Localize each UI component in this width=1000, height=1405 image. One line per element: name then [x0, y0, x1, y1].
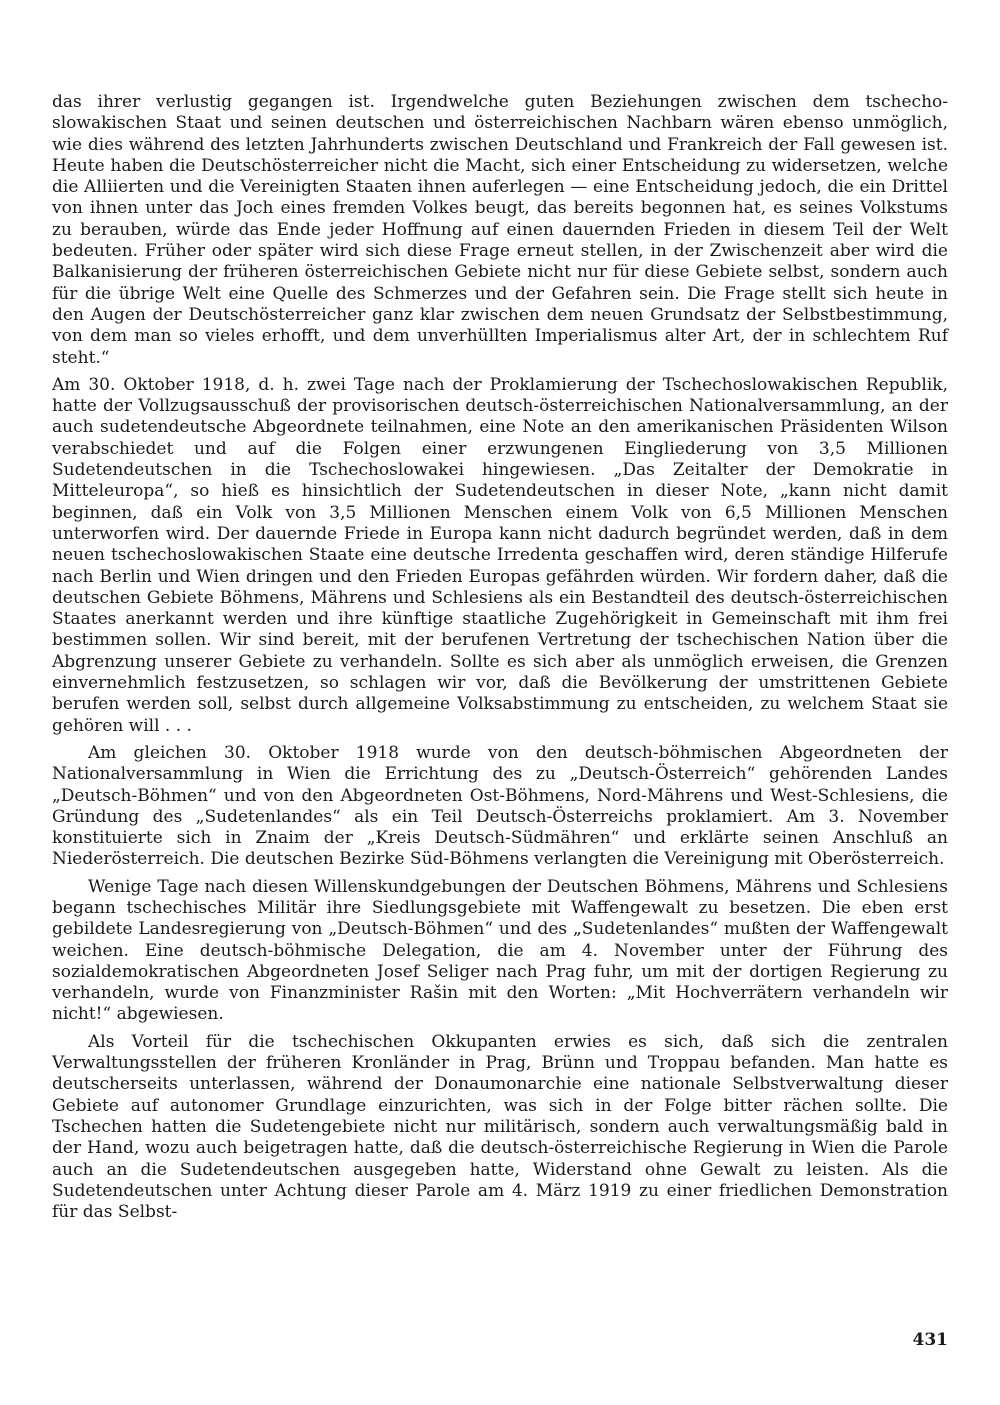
paragraph-military-occupation: Wenige Tage nach diesen Willenskundgebungen der Deutschen Böhmens, Mährens und Schlesiens begann tschechisches Militär ihre Siedlungsgebiete mit Waffengewalt zu besetzen. Die eben erst gebildete Landesregierung von „Deutsch-Böhmen“ und des „Sudetenlandes“ mußten der Waffengewalt weichen. Eine deutsch-böhmische Delegation, die am 4. November unter der Führung des sozialdemokratischen Abgeordneten Josef Seliger nach Prag fuhr, um mit der dortigen Regierung zu verhandeln, wurde von Finanzminister Rašin mit den Worten: „Mit Hochverrätern verhandeln wir nicht!“ abgewiesen. [52, 876, 948, 1025]
page-number: 431 [912, 1330, 948, 1350]
page-body [52, 92, 948, 1223]
paragraph-note-to-wilson: Am 30. Oktober 1918, d. h. zwei Tage nach der Proklamierung der Tschechoslowakischen Republik, hatte der Vollzugsausschuß der provisorischen deutsch-österreichischen Nationalversammlung, an der auch sudetendeutsche Abgeordnete teilnahmen, eine Note an den amerikanischen Präsidenten Wilson verabschiedet und auf die Folgen einer erzwungenen Eingliederung von 3,5 Millionen Sudetendeutschen in die Tschechoslowakei hingewiesen. „Das Zeitalter der Demokratie in Mitteleuropa“, so hieß es hinsichtlich der Sudetendeutschen in dieser Note, „kann nicht damit beginnen, daß ein Volk von 3,5 Millionen Menschen einem Volk von 6,5 Millionen Menschen unterworfen wird. Der dauernde Friede in Europa kann nicht dadurch begründet werden, daß in dem neuen tschechoslowakischen Staate eine deutsche Irredenta geschaffen wird, deren ständige Hilferufe nach Berlin und Wien dringen und den Frieden Europas gefährden würden. Wir fordern daher, daß die deutschen Gebiete Böhmens, Mährens und Schlesiens als ein Bestandteil des deutsch-österreichischen Staates anerkannt werden und ihre künftige staatliche Zugehörigkeit in Gemeinschaft mit ihm frei bestimmen sollen. Wir sind bereit, mit der berufenen Vertretung der tschechischen Nation über die Abgrenzung unserer Gebiete zu verhandeln. Sollte es sich aber als unmöglich erweisen, die Grenzen einvernehmlich festzusetzen, so schlagen wir vor, daß die Bevölkerung der umstrittenen Gebiete berufen werden soll, selbst durch allgemeine Volksabstimmung zu entscheiden, zu welchem Staat sie gehören will . . . [52, 374, 948, 736]
paragraph-quote-continuation: das ihrer verlustig gegangen ist. Irgendwelche guten Beziehungen zwischen dem tschechoslowakischen Staat und seinen deutschen und österreichischen Nachbarn wären ebenso unmöglich, wie dies während des letzten Jahrhunderts zwischen Deutschland und Frankreich der Fall gewesen ist. Heute haben die Deutschösterreicher nicht die Macht, sich einer Entscheidung zu widersetzen, welche die Alliierten und die Vereinigten Staaten ihnen auferlegen — eine Entscheidung jedoch, die ein Drittel von ihnen unter das Joch eines fremden Volkes beugt, das bereits begonnen hat, es seines Volkstums zu berauben, würde das Ende jeder Hoffnung auf einen dauernden Frieden in diesem Teil der Welt bedeuten. Früher oder später wird sich diese Frage erneut stellen, in der Zwischenzeit aber wird die Balkanisierung der früheren österreichischen Gebiete nicht nur für diese Gebiete selbst, sondern auch für die übrige Welt eine Quelle des Schmerzes und der Gefahren sein. Die Frage stellt sich heute in den Augen der Deutschösterreicher ganz klar zwischen dem neuen Grundsatz der Selbstbestimmung, von dem man so vieles erhofft, und dem unverhüllten Imperialismus alter Art, der in schlechtem Ruf steht.“ [52, 92, 948, 368]
paragraph-proclamation: Am gleichen 30. Oktober 1918 wurde von den deutsch-böhmischen Abgeordneten der Nationalversammlung in Wien die Errichtung des zu „Deutsch-Österreich“ gehörenden Landes „Deutsch-Böhmen“ und von den Abgeordneten Ost-Böhmens, Nord-Mährens und West-Schlesiens, die Gründung des „Sudetenlandes“ als ein Teil Deutsch-Österreichs proklamiert. Am 3. November konstituierte sich in Znaim der „Kreis Deutsch-Südmähren“ und erklärte seinen Anschluß an Niederösterreich. Die deutschen Bezirke Süd-Böhmens verlangten die Vereinigung mit Oberösterreich. [52, 742, 948, 870]
paragraph-administration: Als Vorteil für die tschechischen Okkupanten erwies es sich, daß sich die zentralen Verwaltungsstellen der früheren Kronländer in Prag, Brünn und Troppau befanden. Man hatte es deutscherseits unterlassen, während der Donaumonarchie eine nationale Selbstverwaltung dieser Gebiete auf autonomer Grundlage einzurichten, was sich in der Folge bitter rächen sollte. Die Tschechen hatten die Sudetengebiete nicht nur militärisch, sondern auch verwaltungsmäßig bald in der Hand, wozu auch beigetragen hatte, daß die deutsch-österreichische Regierung in Wien die Parole auch an die Sudetendeutschen ausgegeben hatte, Widerstand ohne Gewalt zu leisten. Als die Sudetendeutschen unter Achtung dieser Parole am 4. März 1919 zu einer friedlichen Demonstration für das Selbst- [52, 1031, 948, 1223]
